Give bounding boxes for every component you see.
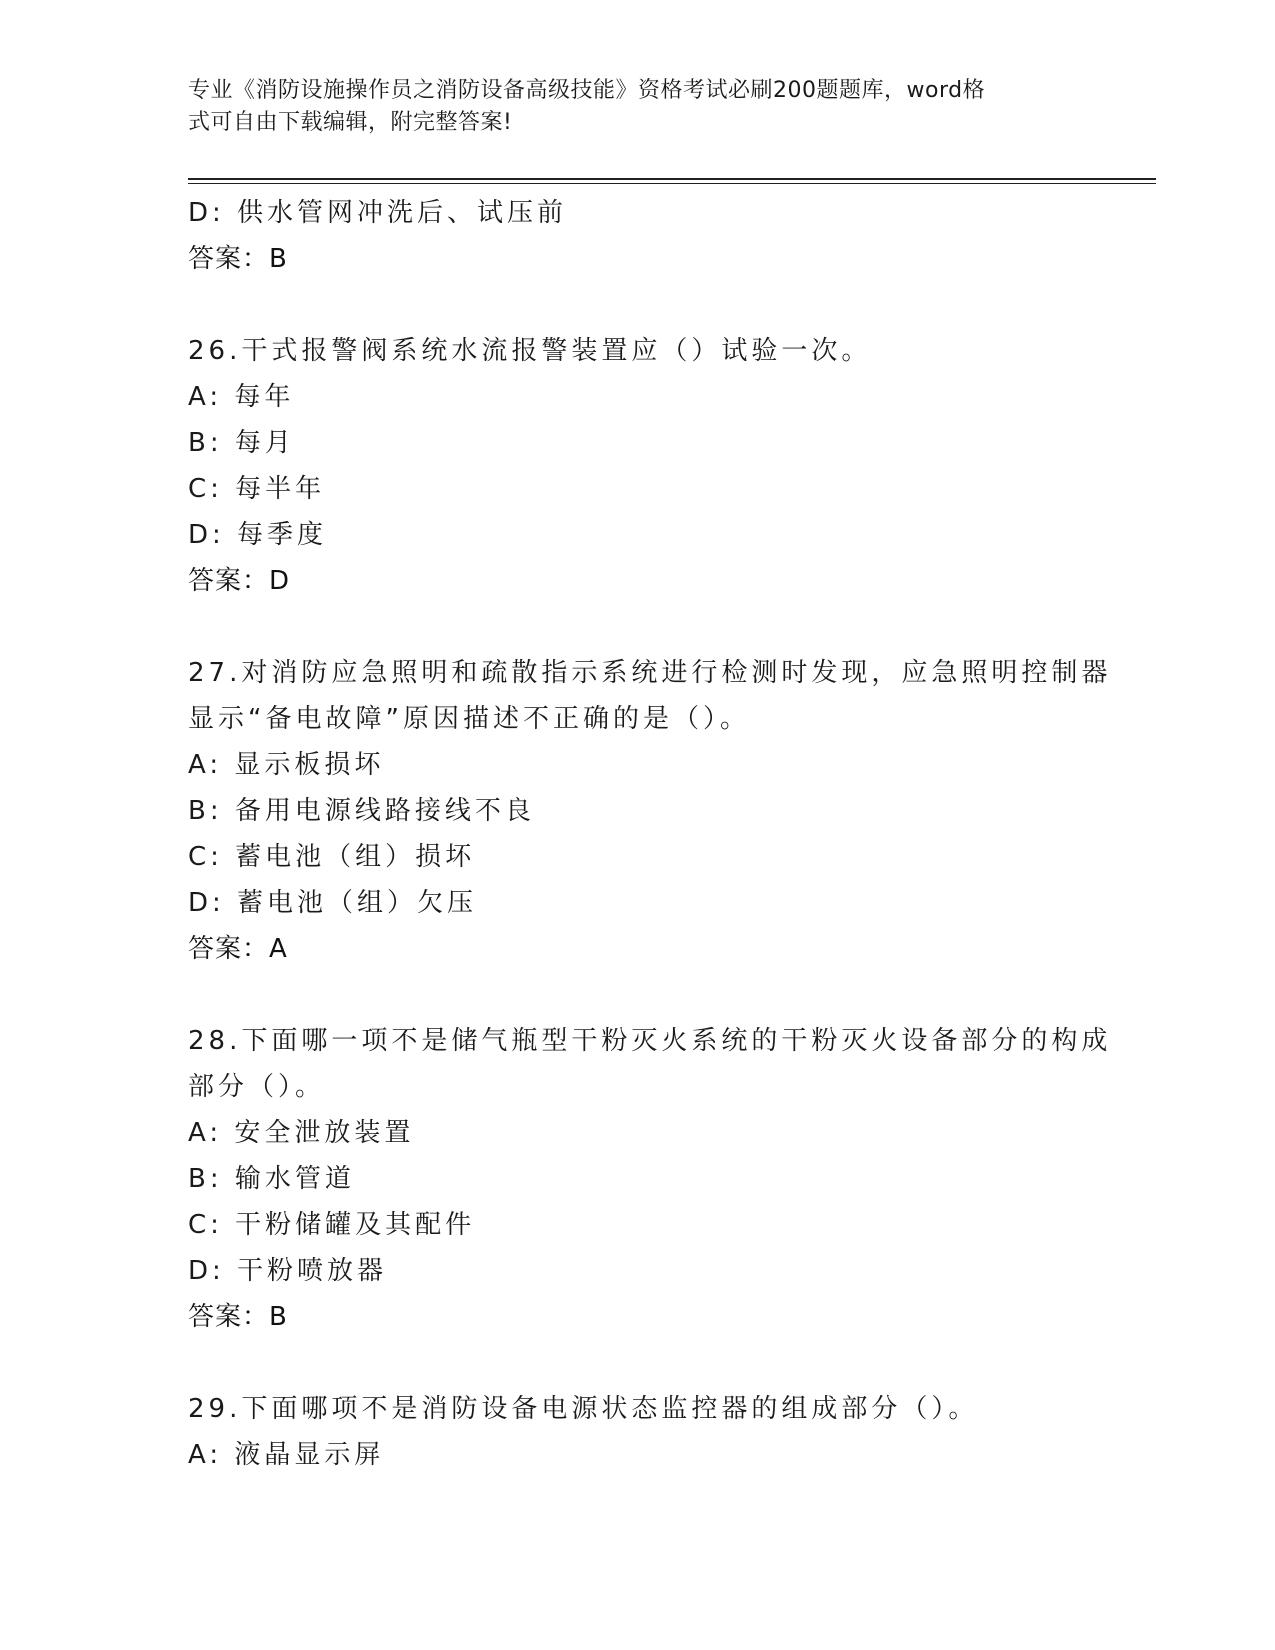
option-d: D: 干粉喷放器 xyxy=(188,1256,388,1286)
question-29 xyxy=(188,1386,1088,1478)
question-text-line-2: 部分（）。 xyxy=(188,1072,326,1102)
question-text: 29.下面哪项不是消防设备电源状态监控器的组成部分（）。 xyxy=(188,1394,979,1424)
option-a: A: 显示板损坏 xyxy=(188,750,385,780)
spacer xyxy=(188,972,1088,1018)
option-b: B: 每月 xyxy=(188,428,295,458)
question-text-line-1: 28.下面哪一项不是储气瓶型干粉灭火系统的干粉灭火设备部分的构成 xyxy=(188,1026,1112,1056)
answer: 答案：A xyxy=(188,934,288,964)
option-d: D: 每季度 xyxy=(188,520,328,550)
prev-answer: 答案：B xyxy=(188,244,288,274)
header-divider-thick xyxy=(188,178,1156,180)
answer: 答案：B xyxy=(188,1302,288,1332)
option-c: C: 每半年 xyxy=(188,474,326,504)
option-a: A: 每年 xyxy=(188,382,295,412)
option-a: A: 安全泄放装置 xyxy=(188,1118,415,1148)
option-c: C: 干粉储罐及其配件 xyxy=(188,1210,476,1240)
header-line-1: 专业《消防设施操作员之消防设备高级技能》资格考试必刷200题题库，word格 xyxy=(188,78,986,103)
spacer xyxy=(188,1340,1088,1386)
question-text-line-1: 27.对消防应急照明和疏散指示系统进行检测时发现，应急照明控制器 xyxy=(188,658,1112,688)
question-27 xyxy=(188,650,1112,972)
option-b: B: 输水管道 xyxy=(188,1164,355,1194)
question-text-line-2: 显示“备电故障”原因描述不正确的是（）。 xyxy=(188,704,750,734)
spacer xyxy=(188,604,1088,650)
header-line-2: 式可自由下载编辑，附完整答案! xyxy=(188,110,513,135)
page-header xyxy=(188,75,1088,139)
question-text: 26.干式报警阀系统水流报警装置应（）试验一次。 xyxy=(188,336,872,366)
question-28 xyxy=(188,1018,1112,1340)
option-d: D: 蓄电池（组）欠压 xyxy=(188,888,478,918)
question-list xyxy=(188,190,1112,1478)
spacer xyxy=(188,282,1088,328)
answer: 答案：D xyxy=(188,566,291,596)
option-c: C: 蓄电池（组）损坏 xyxy=(188,842,476,872)
option-b: B: 备用电源线路接线不良 xyxy=(188,796,535,826)
header-divider-thin xyxy=(188,183,1156,184)
question-26 xyxy=(188,328,1088,604)
prev-option-d: D: 供水管网冲洗后、试压前 xyxy=(188,198,568,228)
option-a: A: 液晶显示屏 xyxy=(188,1440,385,1470)
